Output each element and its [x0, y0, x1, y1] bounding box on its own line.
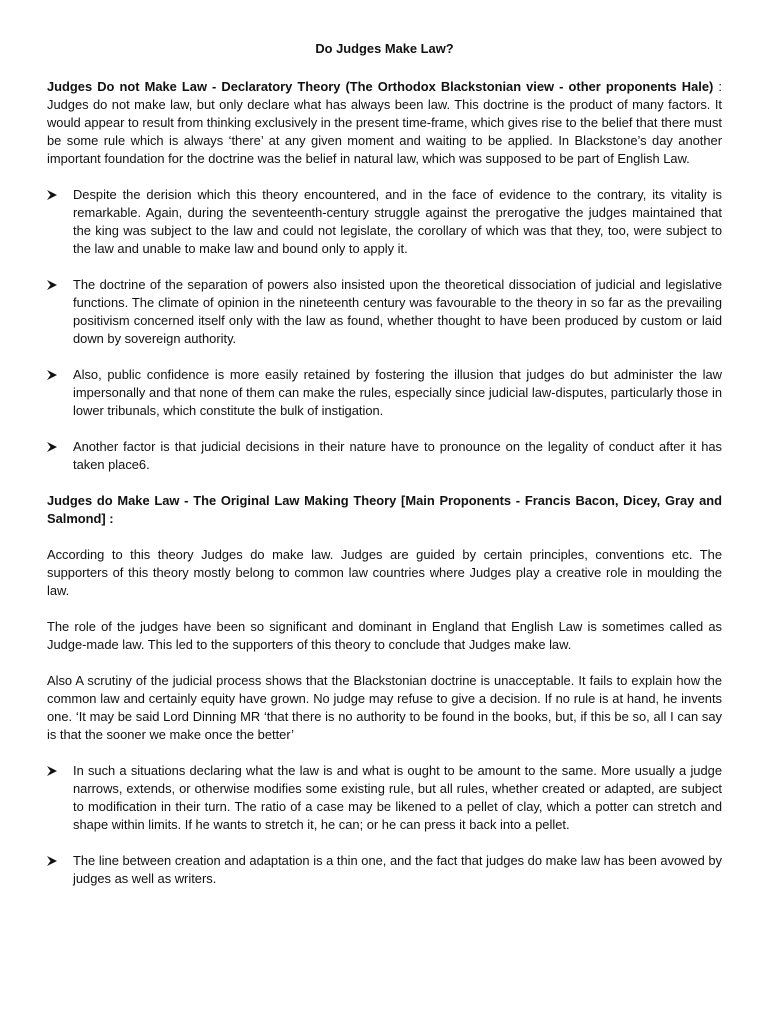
bullet-text: In such a situations declaring what the law is and what is ought to be amount to the same. More usually a judge narrows, extends, or otherwise modifies some existing rule, but all rules, whether created or adapted, are subject to modification in their turn. The ratio of a case may be likened to a pellet of clay, which a potter can stretch and shape within limits. If he wants to stretch it, he can; or he can press it back into a pellet. — [73, 763, 722, 832]
list-item — [47, 438, 722, 474]
list-item — [47, 762, 722, 834]
bullet-text: Despite the derision which this theory encountered, and in the face of evidence to the contrary, its vitality is remarkable. Again, during the seventeenth-century struggle against the prerogative the judges maintained that the king was subject to the law and could not legislate, the corollary of which was that they, too, were subject to the law and unable to make law and bound only to apply it. — [73, 187, 722, 256]
arrow-bullet-icon — [47, 762, 59, 780]
declaratory-intro-text: : Judges do not make law, but only declare what has always been law. This doctrine is the product of many factors. It would appear to result from thinking exclusively in the present time-frame, which gives rise to the belief that there must be some rule which is always ‘there’ at any given moment and waiting to be applied. In Blackstone’s day another important foundation for the doctrine was the belief in natural law, which was supposed to be part of English Law. — [47, 79, 722, 166]
page-title: Do Judges Make Law? — [315, 41, 454, 56]
arrow-bullet-icon — [47, 186, 59, 204]
arrow-bullet-icon — [47, 366, 59, 384]
declaratory-heading: Judges Do not Make Law - Declaratory Theory (The Orthodox Blackstonian view - other proponents Hale) — [47, 79, 714, 94]
lawmaking-paragraph: According to this theory Judges do make law. Judges are guided by certain principles, conventions etc. The supporters of this theory mostly belong to common law countries where Judges play a creative role in moulding the law. — [47, 547, 722, 598]
bullet-text: The doctrine of the separation of powers also insisted upon the theoretical dissociation of judicial and legislative functions. The climate of opinion in the nineteenth century was favourable to the theory in so far as the prevailing positivism concerned itself only with the law as found, whether thought to have been produced by custom or laid down by sovereign authority. — [73, 277, 722, 346]
bullet-text: Another factor is that judicial decisions in their nature have to pronounce on the legality of conduct after it has taken place6. — [73, 439, 722, 472]
arrow-bullet-icon — [47, 852, 59, 870]
arrow-bullet-icon — [47, 276, 59, 294]
arrow-bullet-icon — [47, 438, 59, 456]
declaratory-intro-paragraph — [47, 78, 722, 168]
declaratory-bullet-list — [47, 186, 722, 474]
lawmaking-bullet-list — [47, 762, 722, 888]
lawmaking-paragraph: Also A scrutiny of the judicial process shows that the Blackstonian doctrine is unacceptable. It fails to explain how the common law and certainly equity have grown. No judge may refuse to give a decision. If no rule is at hand, he invents one. ‘It may be said Lord Dinning MR ‘that there is no authority to be found in the books, but, if this be so, all I can say is that the sooner we make once the better’ — [47, 673, 722, 742]
lawmaking-paragraph: The role of the judges have been so significant and dominant in England that English Law is sometimes called as Judge-made law. This led to the supporters of this theory to conclude that Judges make law. — [47, 619, 722, 652]
lawmaking-heading-paragraph — [47, 492, 722, 528]
list-item — [47, 276, 722, 348]
lawmaking-heading: Judges do Make Law - The Original Law Making Theory [Main Proponents - Francis Bacon, Dicey, Gray and Salmond] : — [47, 493, 722, 526]
list-item — [47, 852, 722, 888]
bullet-text: The line between creation and adaptation is a thin one, and the fact that judges do make law has been avowed by judges as well as writers. — [73, 853, 722, 886]
list-item — [47, 366, 722, 420]
bullet-text: Also, public confidence is more easily retained by fostering the illusion that judges do but administer the law impersonally and that none of them can make the rules, especially since judicial law-disputes, particularly those in lower tribunals, which constitute the bulk of instigation. — [73, 367, 722, 418]
list-item — [47, 186, 722, 258]
